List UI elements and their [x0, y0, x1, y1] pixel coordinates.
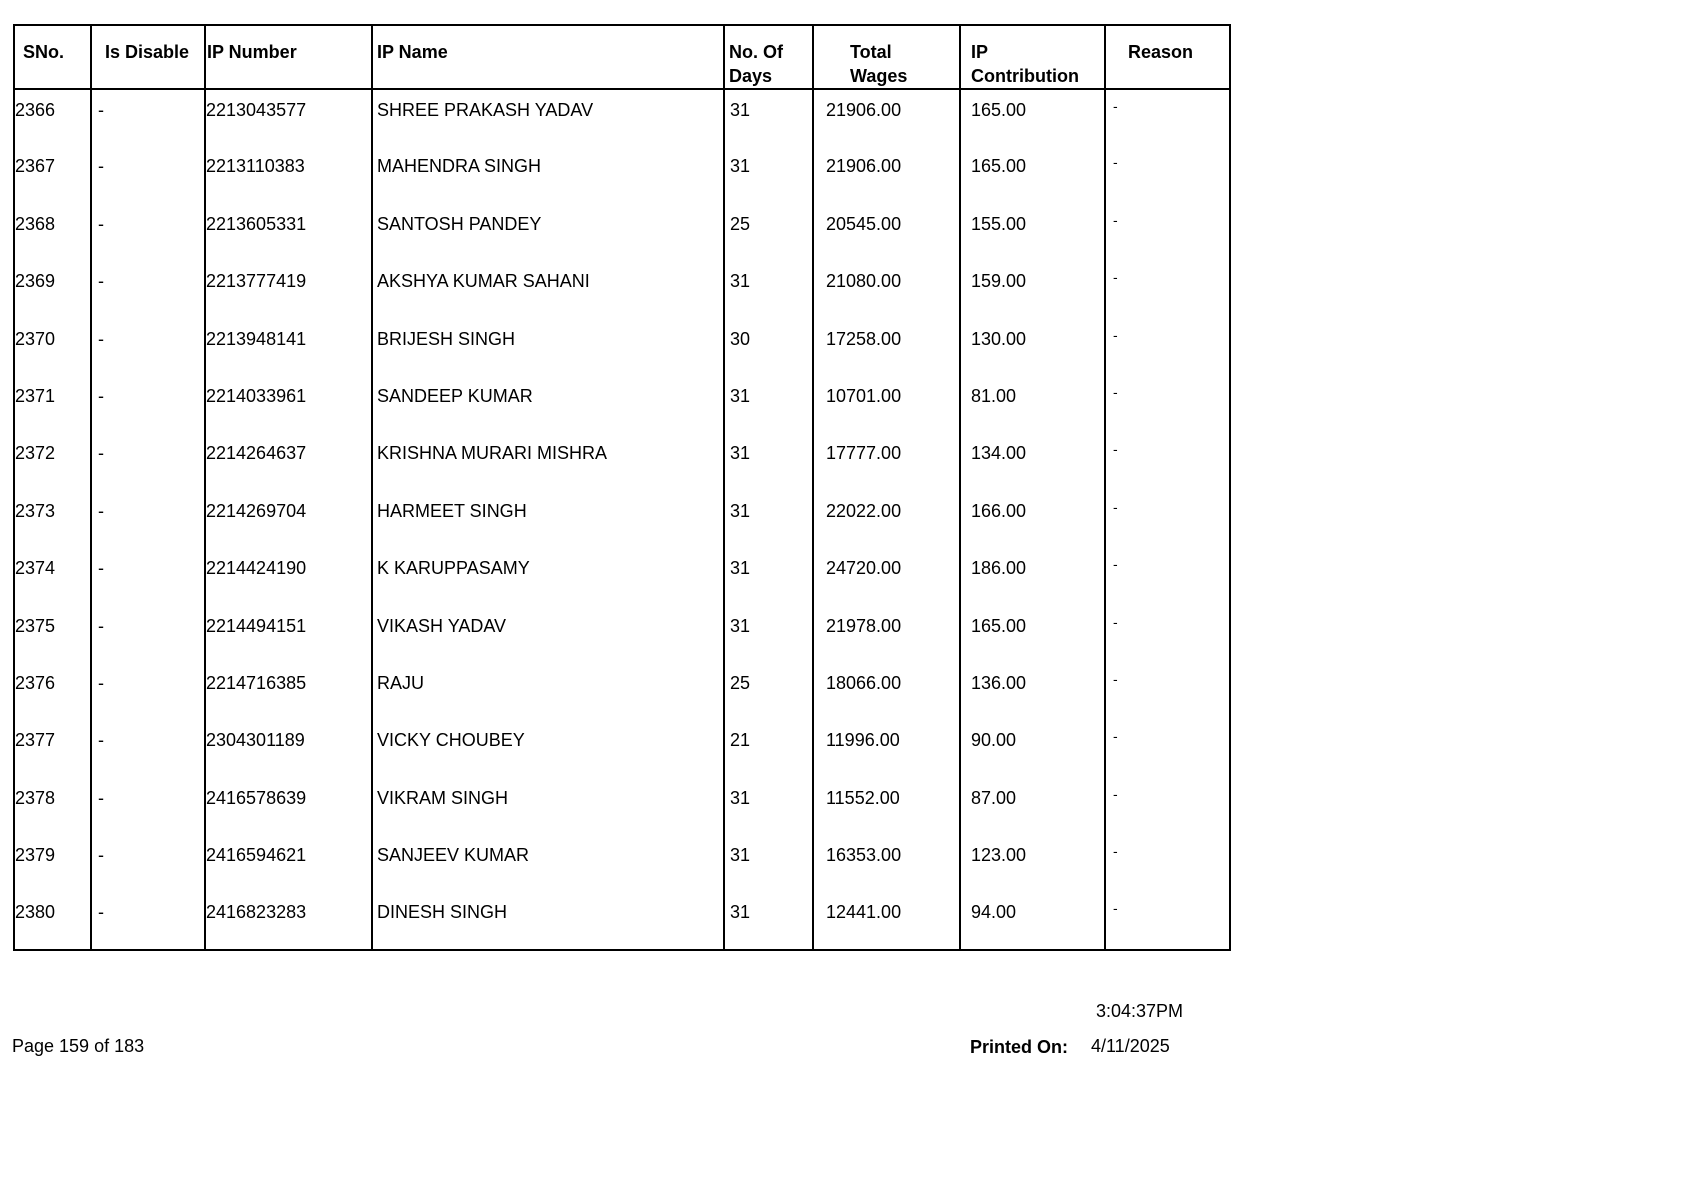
cell-ip-name: SANTOSH PANDEY [372, 204, 724, 261]
table-body [14, 89, 1230, 950]
page-number: Page 159 of 183 [12, 1036, 145, 1056]
cell-ip-number: 2213605331 [205, 204, 372, 261]
cell-wages: 17777.00 [813, 433, 960, 490]
cell-sno: 2377 [14, 720, 91, 777]
printed-date: 4/11/2025 [1091, 1036, 1170, 1056]
header-contribution [960, 25, 1105, 89]
cell-contribution: 130.00 [960, 319, 1105, 376]
cell-days: 31 [724, 548, 813, 605]
cell-sno: 2372 [14, 433, 91, 490]
cell-sno: 2380 [14, 892, 91, 949]
cell-ip-number: 2214269704 [205, 491, 372, 548]
cell-reason: - [1105, 548, 1230, 605]
cell-contribution: 136.00 [960, 663, 1105, 720]
cell-is-disable: - [91, 491, 205, 548]
cell-reason: - [1105, 835, 1230, 892]
table-row [14, 720, 1230, 777]
cell-sno: 2379 [14, 835, 91, 892]
cell-days: 21 [724, 720, 813, 777]
cell-is-disable: - [91, 606, 205, 663]
cell-reason: - [1105, 89, 1230, 146]
cell-ip-name: SHREE PRAKASH YADAV [372, 89, 724, 146]
cell-wages: 21080.00 [813, 261, 960, 318]
cell-reason: - [1105, 319, 1230, 376]
cell-wages: 24720.00 [813, 548, 960, 605]
cell-ip-name: AKSHYA KUMAR SAHANI [372, 261, 724, 318]
cell-contribution: 165.00 [960, 89, 1105, 146]
cell-is-disable: - [91, 433, 205, 490]
cell-ip-number: 2213110383 [205, 146, 372, 203]
table-row [14, 835, 1230, 892]
cell-sno: 2378 [14, 778, 91, 835]
cell-days: 31 [724, 835, 813, 892]
cell-ip-number: 2416823283 [205, 892, 372, 949]
cell-is-disable: - [91, 548, 205, 605]
cell-is-disable: - [91, 89, 205, 146]
table-row [14, 491, 1230, 548]
cell-contribution: 123.00 [960, 835, 1105, 892]
cell-is-disable: - [91, 204, 205, 261]
cell-ip-number: 2304301189 [205, 720, 372, 777]
cell-sno: 2369 [14, 261, 91, 318]
cell-wages: 12441.00 [813, 892, 960, 949]
header-is-disable: Is Disable [91, 25, 205, 89]
table-row [14, 146, 1230, 203]
cell-contribution: 81.00 [960, 376, 1105, 433]
cell-ip-name: RAJU [372, 663, 724, 720]
cell-wages: 20545.00 [813, 204, 960, 261]
cell-contribution: 165.00 [960, 606, 1105, 663]
cell-contribution: 159.00 [960, 261, 1105, 318]
cell-is-disable: - [91, 720, 205, 777]
table-row [14, 548, 1230, 605]
cell-ip-number: 2213043577 [205, 89, 372, 146]
cell-ip-name: VIKASH YADAV [372, 606, 724, 663]
cell-contribution: 166.00 [960, 491, 1105, 548]
cell-ip-name: SANDEEP KUMAR [372, 376, 724, 433]
cell-days: 31 [724, 376, 813, 433]
cell-wages: 22022.00 [813, 491, 960, 548]
table-row [14, 261, 1230, 318]
cell-reason: - [1105, 146, 1230, 203]
cell-is-disable: - [91, 376, 205, 433]
table-row [14, 778, 1230, 835]
cell-contribution: 90.00 [960, 720, 1105, 777]
table-row [14, 606, 1230, 663]
contribution-table [13, 24, 1231, 951]
cell-days: 31 [724, 491, 813, 548]
cell-reason: - [1105, 204, 1230, 261]
cell-reason: - [1105, 778, 1230, 835]
cell-sno: 2375 [14, 606, 91, 663]
table-row [14, 892, 1230, 949]
table-row [14, 319, 1230, 376]
header-contrib-line1: IP [971, 42, 989, 62]
cell-sno: 2370 [14, 319, 91, 376]
cell-days: 25 [724, 204, 813, 261]
header-days [724, 25, 813, 89]
table-row [14, 376, 1230, 433]
table-row [14, 433, 1230, 490]
cell-ip-number: 2213777419 [205, 261, 372, 318]
cell-reason: - [1105, 663, 1230, 720]
cell-days: 31 [724, 261, 813, 318]
cell-contribution: 94.00 [960, 892, 1105, 949]
cell-contribution: 134.00 [960, 433, 1105, 490]
header-days-line1: No. Of [729, 42, 783, 62]
cell-contribution: 186.00 [960, 548, 1105, 605]
header-wages-line2: Wages [850, 66, 908, 86]
cell-wages: 21906.00 [813, 89, 960, 146]
cell-is-disable: - [91, 778, 205, 835]
cell-contribution: 155.00 [960, 204, 1105, 261]
header-wages-line1: Total [850, 42, 892, 62]
cell-reason: - [1105, 720, 1230, 777]
cell-is-disable: - [91, 319, 205, 376]
cell-wages: 21978.00 [813, 606, 960, 663]
cell-sno: 2371 [14, 376, 91, 433]
cell-wages: 17258.00 [813, 319, 960, 376]
cell-ip-number: 2213948141 [205, 319, 372, 376]
header-sno: SNo. [14, 25, 91, 89]
cell-wages: 11552.00 [813, 778, 960, 835]
cell-is-disable: - [91, 835, 205, 892]
header-days-line2: Days [729, 66, 773, 86]
cell-sno: 2366 [14, 89, 91, 146]
cell-wages: 16353.00 [813, 835, 960, 892]
table-row [14, 663, 1230, 720]
cell-ip-number: 2214494151 [205, 606, 372, 663]
cell-days: 25 [724, 663, 813, 720]
cell-ip-number: 2416578639 [205, 778, 372, 835]
cell-is-disable: - [91, 146, 205, 203]
header-contrib-line2: Contribution [971, 66, 1079, 86]
header-ip-number: IP Number [205, 25, 372, 89]
cell-ip-name: MAHENDRA SINGH [372, 146, 724, 203]
cell-days: 31 [724, 89, 813, 146]
table-row [14, 204, 1230, 261]
cell-reason: - [1105, 261, 1230, 318]
cell-sno: 2368 [14, 204, 91, 261]
cell-sno: 2367 [14, 146, 91, 203]
cell-ip-name: VICKY CHOUBEY [372, 720, 724, 777]
cell-ip-name: K KARUPPASAMY [372, 548, 724, 605]
cell-days: 31 [724, 778, 813, 835]
cell-days: 31 [724, 146, 813, 203]
cell-ip-number: 2214716385 [205, 663, 372, 720]
cell-is-disable: - [91, 663, 205, 720]
cell-ip-name: BRIJESH SINGH [372, 319, 724, 376]
cell-ip-name: DINESH SINGH [372, 892, 724, 949]
cell-contribution: 87.00 [960, 778, 1105, 835]
cell-days: 31 [724, 606, 813, 663]
cell-days: 30 [724, 319, 813, 376]
cell-days: 31 [724, 433, 813, 490]
cell-is-disable: - [91, 892, 205, 949]
cell-reason: - [1105, 376, 1230, 433]
cell-reason: - [1105, 892, 1230, 949]
cell-reason: - [1105, 491, 1230, 548]
cell-reason: - [1105, 606, 1230, 663]
cell-reason: - [1105, 433, 1230, 490]
header-ip-name: IP Name [372, 25, 724, 89]
cell-contribution: 165.00 [960, 146, 1105, 203]
cell-wages: 18066.00 [813, 663, 960, 720]
printed-time: 3:04:37PM [1096, 1001, 1184, 1021]
header-row [14, 25, 1230, 89]
cell-ip-number: 2214033961 [205, 376, 372, 433]
cell-ip-number: 2416594621 [205, 835, 372, 892]
header-wages [813, 25, 960, 89]
table-row [14, 89, 1230, 146]
cell-ip-name: KRISHNA MURARI MISHRA [372, 433, 724, 490]
cell-wages: 10701.00 [813, 376, 960, 433]
cell-ip-name: SANJEEV KUMAR [372, 835, 724, 892]
printed-on-label: Printed On: [970, 1037, 1068, 1057]
cell-ip-number: 2214424190 [205, 548, 372, 605]
cell-sno: 2376 [14, 663, 91, 720]
header-reason: Reason [1105, 25, 1230, 89]
cell-is-disable: - [91, 261, 205, 318]
cell-ip-name: HARMEET SINGH [372, 491, 724, 548]
cell-days: 31 [724, 892, 813, 949]
cell-sno: 2374 [14, 548, 91, 605]
cell-ip-name: VIKRAM SINGH [372, 778, 724, 835]
cell-ip-number: 2214264637 [205, 433, 372, 490]
cell-wages: 11996.00 [813, 720, 960, 777]
cell-sno: 2373 [14, 491, 91, 548]
cell-wages: 21906.00 [813, 146, 960, 203]
